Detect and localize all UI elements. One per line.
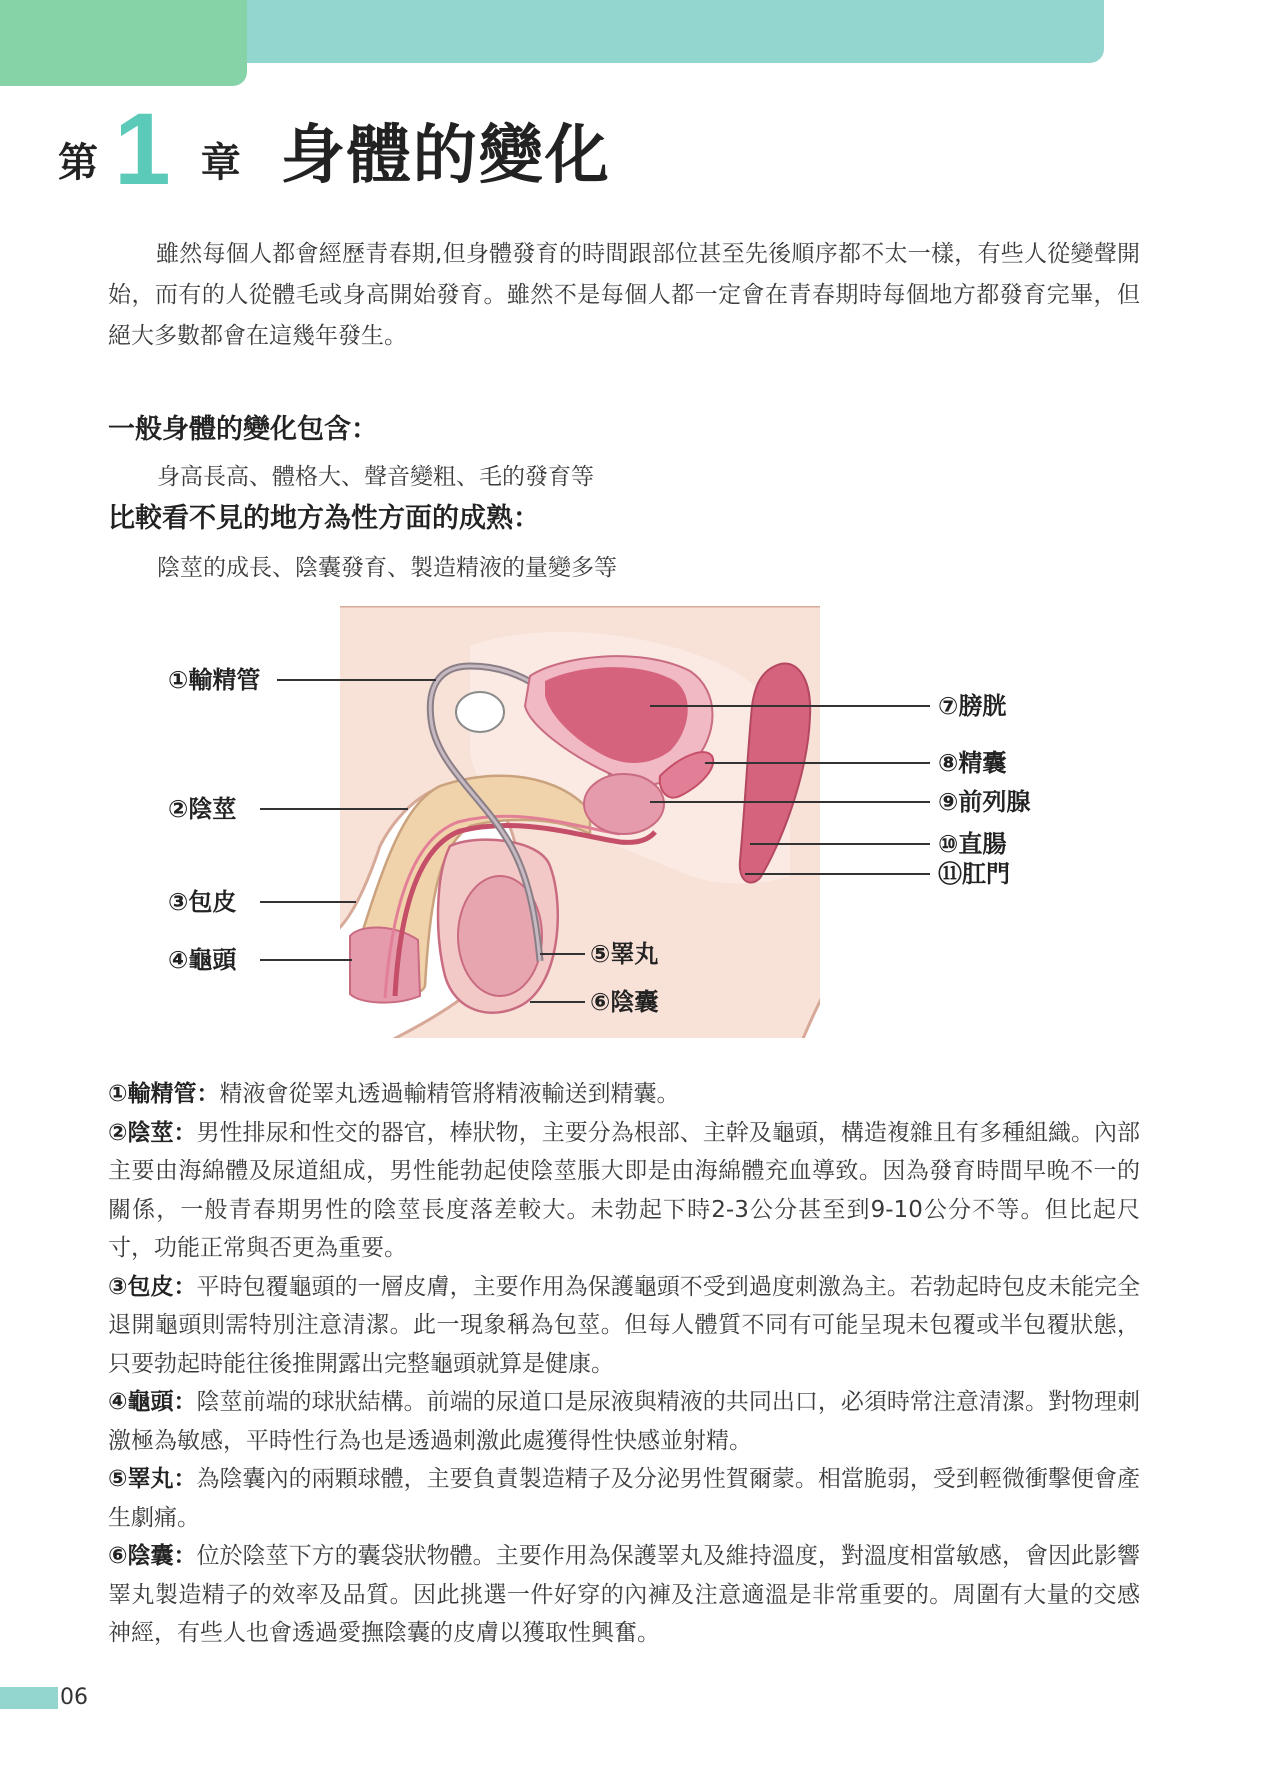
description-term: ①輸精管： <box>108 1081 220 1107</box>
label-testis: ⑤睪丸 <box>590 940 659 968</box>
description-term: ④龜頭： <box>108 1389 197 1415</box>
label-penis: ②陰莖 <box>168 795 237 823</box>
label-bladder: ⑦膀胱 <box>938 692 1007 720</box>
general-changes-heading: 一般身體的變化包含： <box>108 414 378 445</box>
description-item <box>108 1383 1140 1460</box>
label-vas-deferens: ①輸精管 <box>168 666 261 694</box>
description-text: 為陰囊內的兩顆球體，主要負責製造精子及分泌男性賀爾蒙。相當脆弱，受到輕微衝擊便會產生劇痛。 <box>108 1466 1140 1531</box>
label-anus: ⑪肛門 <box>938 860 1010 888</box>
page-number: 06 <box>60 1685 88 1710</box>
description-term: ②陰莖： <box>108 1119 197 1146</box>
chapter-name: 身體的變化 <box>280 119 611 193</box>
anatomy-diagram <box>0 606 1280 1046</box>
header-bar-teal <box>247 0 1104 63</box>
sexual-changes-heading: 比較看不見的地方為性方面的成熟： <box>108 503 540 534</box>
description-item <box>108 1460 1140 1537</box>
description-text: 位於陰莖下方的囊袋狀物體。主要作用為保護睪丸及維持溫度，對溫度相當敏感，會因此影響睪丸製造精子的效率及品質。因此挑選一件好穿的內褲及注意適溫是非常重要的。周圍有大量的交感神經，有些人也會透過愛撫陰囊的皮膚以獲取性興奮。 <box>108 1543 1140 1646</box>
description-term: ⑤睪丸： <box>108 1466 197 1492</box>
descriptions-list <box>108 1075 1140 1653</box>
label-prostate: ⑨前列腺 <box>938 788 1031 816</box>
description-item <box>108 1268 1140 1384</box>
description-term: ③包皮： <box>108 1273 197 1300</box>
general-changes-text: 身高長高、體格大、聲音變粗、毛的發育等 <box>157 464 594 490</box>
description-text: 男性排尿和性交的器官，棒狀物，主要分為根部、主幹及龜頭，構造複雜且有多種組織。內部主要由海綿體及尿道組成，男性能勃起使陰莖脹大即是由海綿體充血導致。因為發育時間早晚不一的關係，一般青春期男性的陰莖長度落差較大。未勃起下時2-3公分甚至到9-10公分不等。但比起尺寸，功能正常與否更為重要。 <box>108 1119 1140 1261</box>
label-rectum: ⑩直腸 <box>938 830 1007 858</box>
footer-bar <box>0 1687 58 1709</box>
description-item <box>108 1537 1140 1653</box>
label-glans: ④龜頭 <box>168 946 237 974</box>
intro-paragraph: 雖然每個人都會經歷青春期,但身體發育的時間跟部位甚至先後順序都不太一樣，有些人從變聲開始，而有的人從體毛或身高開始發育。雖然不是每個人都一定會在青春期時每個地方都發育完畢，但絕大多數都會在這幾年發生。 <box>108 241 1140 349</box>
chapter-prefix: 第 <box>58 140 98 186</box>
description-text: 陰莖前端的球狀結構。前端的尿道口是尿液與精液的共同出口，必須時常注意清潔。對物理刺激極為敏感，平時性行為也是透過刺激此處獲得性快感並射精。 <box>108 1389 1140 1454</box>
description-text: 精液會從睪丸透過輸精管將精液輸送到精囊。 <box>219 1081 680 1107</box>
label-seminal-vesicle: ⑧精囊 <box>938 749 1007 777</box>
label-foreskin: ③包皮 <box>168 888 237 916</box>
description-text: 平時包覆龜頭的一層皮膚，主要作用為保護龜頭不受到過度刺激為主。若勃起時包皮未能完全退開龜頭則需特別注意清潔。此一現象稱為包莖。但每人體質不同有可能呈現未包覆或半包覆狀態，只要勃起時能往後推開露出完整龜頭就算是健康。 <box>108 1273 1140 1377</box>
prostate-shape <box>584 774 664 834</box>
chapter-number: 1 <box>114 92 171 206</box>
description-item <box>108 1075 1140 1114</box>
chapter-suffix: 章 <box>200 140 241 186</box>
description-item <box>108 1114 1140 1268</box>
chapter-title <box>58 92 611 206</box>
pubic-bone <box>456 692 504 732</box>
label-scrotum: ⑥陰囊 <box>590 988 659 1016</box>
description-term: ⑥陰囊： <box>108 1543 197 1569</box>
sexual-changes-text: 陰莖的成長、陰囊發育、製造精液的量變多等 <box>157 555 617 581</box>
header-tab-green <box>0 0 247 86</box>
